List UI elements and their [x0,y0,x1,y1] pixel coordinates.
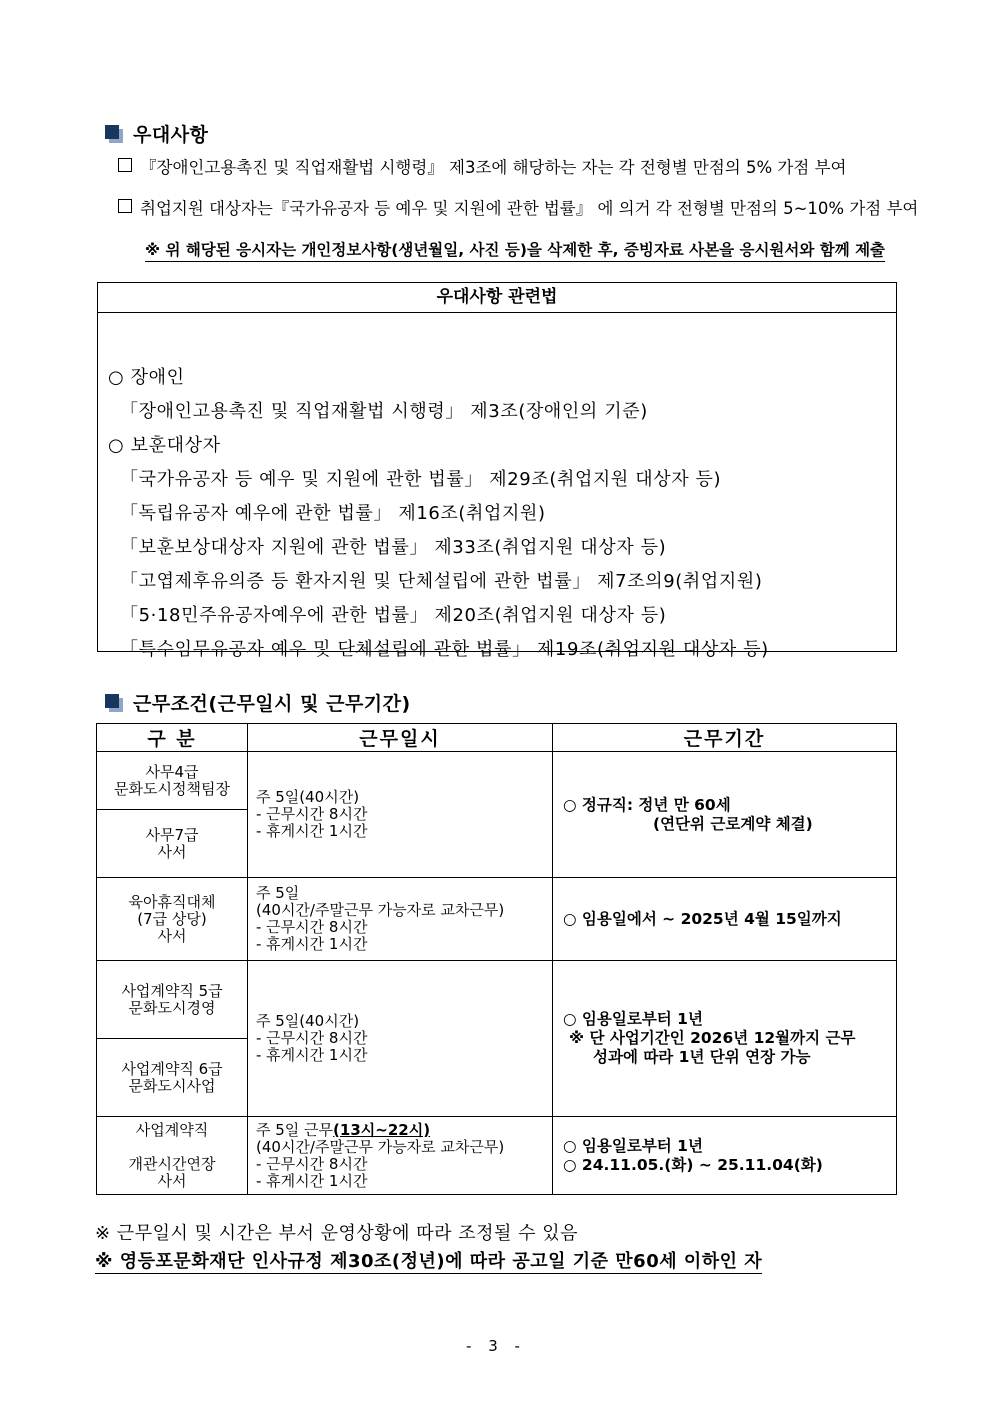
division-line: 육아휴직대체 [128,892,216,911]
work-period-line: ○ 24.11.05.(화) ~ 25.11.04(화) [563,1155,823,1174]
law-category: ○ 장애인 [108,367,185,388]
work-hours-line: (40시간/주말근무 가능자로 교차근무) [256,1137,505,1156]
work-hours-line: - 근무시간 8시간 [256,918,368,936]
division-line: 사무7급 [145,825,199,844]
work-period-cell [553,878,897,961]
work-hours-line: - 휴게시간 1시간 [256,935,368,953]
work-period-line: ○ 임용일로부터 1년 [563,1010,703,1028]
work-hours-cell [248,1117,553,1195]
work-period-line: (연단위 근로계약 체결) [653,814,813,833]
work-hours-line [256,1122,552,1139]
work-hours-line: 주 5일(40시간) [256,788,360,806]
benefit-item-text: 취업지원 대상자는『국가유공자 등 예우 및 지원에 관한 법률』 에 의거 각 전형별 만점의 5~10% 가점 부여 [140,199,919,218]
header-division: 구 분 [97,724,248,752]
law-box-title: 우대사항 관련법 [98,283,896,313]
table-row [97,878,897,961]
work-conditions-table [96,723,897,1195]
division-cell [97,1039,248,1117]
related-law-box [97,282,897,660]
work-hours-line: - 휴게시간 1시간 [256,1171,368,1190]
law-item: 「5·18민주유공자예우에 관한 법률」 제20조(취업지원 대상자 등) [120,605,667,626]
square-bullet-icon [105,125,123,143]
division-cell [97,878,248,961]
footnote-emphasis: ※ 영등포문화재단 인사규정 제30조(정년)에 따라 공고일 기준 만60세 이하인 자 [95,1247,762,1274]
header-work-period: 근무기간 [553,724,897,752]
work-hours-cell [248,961,553,1117]
benefit-item-text: 『장애인고용촉진 및 직업재활법 시행령』 제3조에 해당하는 자는 각 전형별 만점의 5% 가점 부여 [140,158,847,177]
law-item: 「국가유공자 등 예우 및 지원에 관한 법률」 제29조(취업지원 대상자 등) [120,469,722,490]
benefit-item [118,195,918,219]
table-header-row [97,724,897,752]
benefit-item [118,154,846,178]
law-item: 「보훈보상대상자 지원에 관한 법률」 제33조(취업지원 대상자 등) [120,537,667,558]
division-line [97,1139,247,1156]
table-row [97,961,897,1039]
footnote: ※ 근무일시 및 시간은 부서 운영상황에 따라 조정될 수 있음 [95,1223,578,1244]
work-period-cell [553,961,897,1117]
work-hours-cell [248,752,553,878]
work-hours-line: - 휴게시간 1시간 [256,1046,368,1064]
division-line: 사무4급 [145,762,199,781]
division-line: (7급 상당) [137,909,207,928]
work-period-line: ○ 정규직: 정년 만 60세 [563,795,731,814]
division-line: 개관시간연장 [128,1154,216,1173]
conditions-section-header [105,689,411,716]
work-hours-line: - 근무시간 8시간 [256,805,368,823]
benefits-heading: 우대사항 [133,124,209,146]
division-line: 사서 [157,842,187,861]
work-hours-line: - 휴게시간 1시간 [256,822,368,840]
work-hours-line: 주 5일(40시간) [256,1012,360,1030]
work-hours-line: (40시간/주말근무 가능자로 교차근무) [256,901,505,919]
work-hours-line: - 근무시간 8시간 [256,1029,368,1047]
page-number: - 3 - [466,1337,526,1355]
law-item: 「특수임무유공자 예우 및 단체설립에 관한 법률」 제19조(취업지원 대상자 등) [120,639,769,660]
division-line: 문화도시경영 [128,998,216,1017]
division-line: 사업계약직 [135,1120,209,1139]
division-cell [97,810,248,878]
division-line: 문화도시정책팀장 [114,779,230,798]
work-period-cell [553,1117,897,1195]
work-hours-line: - 근무시간 8시간 [256,1154,368,1173]
work-hours-text: 주 5일 근무 [256,1120,334,1139]
division-line: 사업계약직 5급 [121,981,223,1000]
work-period-cell [553,752,897,878]
work-period-line: 성과에 따라 1년 단위 연장 가능 [593,1048,811,1066]
division-cell [97,752,248,810]
work-period-line: ○ 임용일로부터 1년 [563,1136,703,1155]
checkbox-square-icon [118,199,132,213]
checkbox-square-icon [118,158,132,172]
division-line: 사서 [157,1171,187,1190]
law-category: ○ 보훈대상자 [108,435,221,456]
table-row [97,1117,897,1195]
work-period-line: ※ 단 사업기간인 2026년 12월까지 근무 [569,1029,856,1047]
division-cell [97,961,248,1039]
work-period-line: ○ 임용일에서 ~ 2025년 4월 15일까지 [563,909,842,928]
division-cell [97,1117,248,1195]
conditions-heading: 근무조건(근무일시 및 근무기간) [133,693,411,715]
benefits-section-header [105,120,208,147]
division-line: 사업계약직 6급 [121,1059,223,1078]
work-hours-line: 주 5일 [256,884,300,902]
benefits-notice: ※ 위 해당된 응시자는 개인정보사항(생년월일, 사진 등)을 삭제한 후, 증빙자료 사본을 응시원서와 함께 제출 [145,238,885,262]
division-line: 문화도시사업 [128,1076,216,1095]
law-item: 「장애인고용촉진 및 직업재활법 시행령」 제3조(장애인의 기준) [120,401,648,422]
division-line: 사서 [157,926,187,945]
work-hours-emphasis: (13시~22시) [333,1120,431,1139]
square-bullet-icon [105,694,123,712]
table-row [97,752,897,810]
header-work-hours: 근무일시 [248,724,553,752]
work-hours-cell [248,878,553,961]
law-item: 「독립유공자 예우에 관한 법률」 제16조(취업지원) [120,503,546,524]
law-item: 「고엽제후유의증 등 환자지원 및 단체설립에 관한 법률」 제7조의9(취업지원) [120,571,763,592]
